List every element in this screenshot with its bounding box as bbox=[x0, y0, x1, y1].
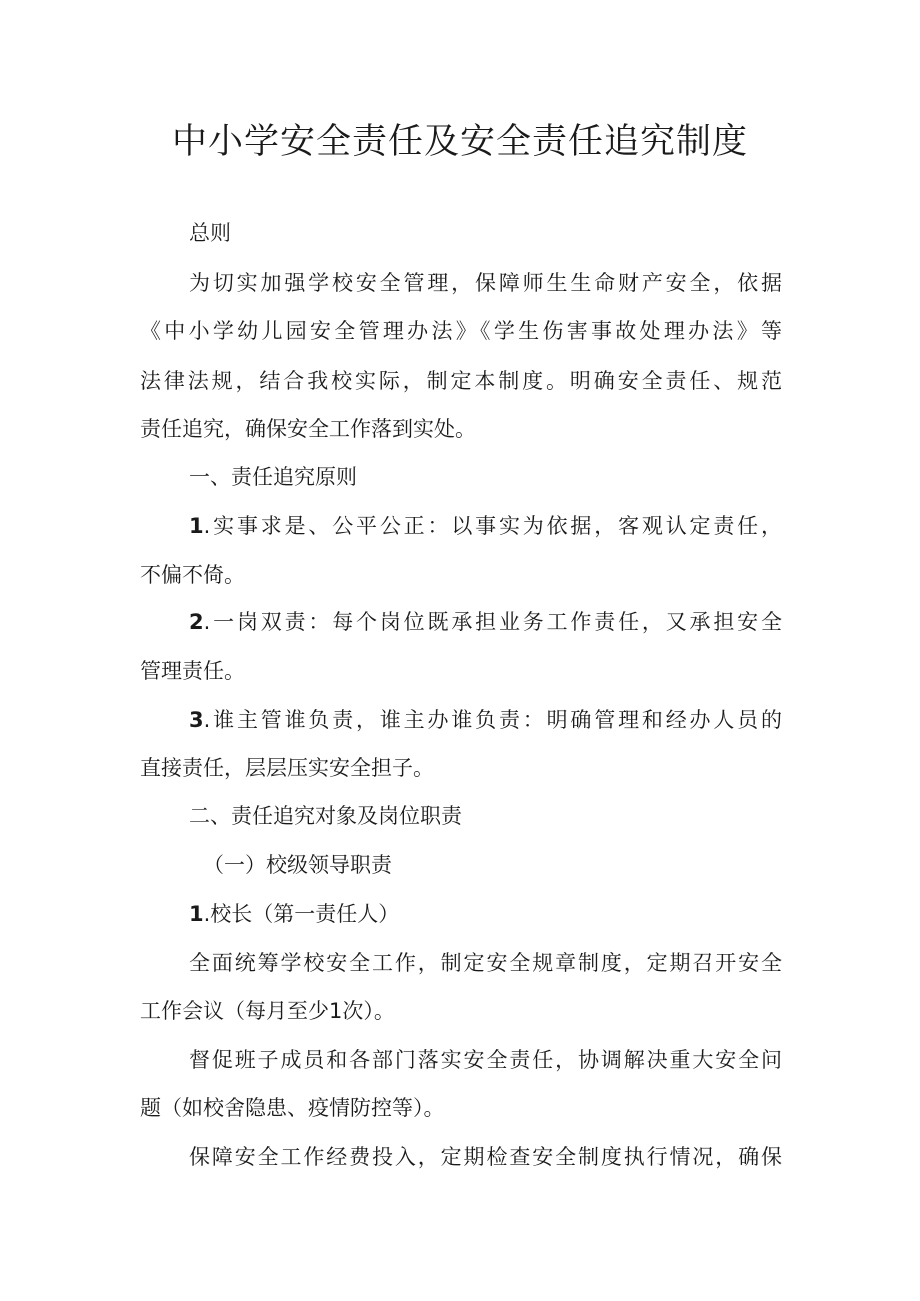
list-item bbox=[189, 607, 782, 637]
paragraph-line: 不偏不倚。 bbox=[140, 563, 245, 587]
list-item bbox=[189, 899, 399, 929]
paragraph-line: 《中小学幼儿园安全管理办法》《学生伤害事故处理办法》等 bbox=[140, 319, 782, 343]
paragraph-line: 全面统筹学校安全工作，制定安全规章制度，定期召开安全 bbox=[189, 951, 782, 975]
list-item-number: 1 bbox=[189, 902, 204, 926]
section-heading-general: 总则 bbox=[189, 221, 231, 245]
paragraph-line: 为切实加强学校安全管理，保障师生生命财产安全，依据 bbox=[189, 271, 782, 295]
paragraph-line: 管理责任。 bbox=[140, 659, 245, 683]
subsection-heading: （一）校级领导职责 bbox=[203, 853, 392, 877]
section-heading: 一、责任追究原则 bbox=[189, 465, 357, 489]
paragraph-line: 督促班子成员和各部门落实安全责任，协调解决重大安全问 bbox=[189, 1048, 782, 1072]
list-item-text: .谁主管谁负责，谁主办谁负责：明确管理和经办人员的 bbox=[203, 708, 782, 732]
list-item bbox=[189, 705, 782, 735]
paragraph-line: 保障安全工作经费投入，定期检查安全制度执行情况，确保 bbox=[189, 1145, 782, 1169]
paragraph-line: 直接责任，层层压实安全担子。 bbox=[140, 756, 434, 780]
document-title: 中小学安全责任及安全责任追究制度 bbox=[171, 122, 748, 162]
list-item-text: .校长（第一责任人） bbox=[203, 902, 400, 926]
paragraph-line: 题（如校舍隐患、疫情防控等）。 bbox=[140, 1096, 445, 1120]
list-item bbox=[189, 511, 782, 541]
paragraph-line: 责任追究，确保安全工作落到实处。 bbox=[140, 417, 476, 441]
list-item-text: .实事求是、公平公正：以事实为依据，客观认定责任， bbox=[203, 514, 782, 538]
paragraph-line: 工作会议（每月至少1次）。 bbox=[140, 999, 395, 1023]
list-item-number: 1 bbox=[189, 514, 204, 538]
section-heading: 二、责任追究对象及岗位职责 bbox=[189, 804, 462, 828]
list-item-number: 3 bbox=[189, 708, 204, 732]
list-item-number: 2 bbox=[189, 610, 204, 634]
list-item-text: .一岗双责：每个岗位既承担业务工作责任，又承担安全 bbox=[203, 610, 782, 634]
paragraph-line: 法律法规，结合我校实际，制定本制度。明确安全责任、规范 bbox=[140, 369, 782, 393]
